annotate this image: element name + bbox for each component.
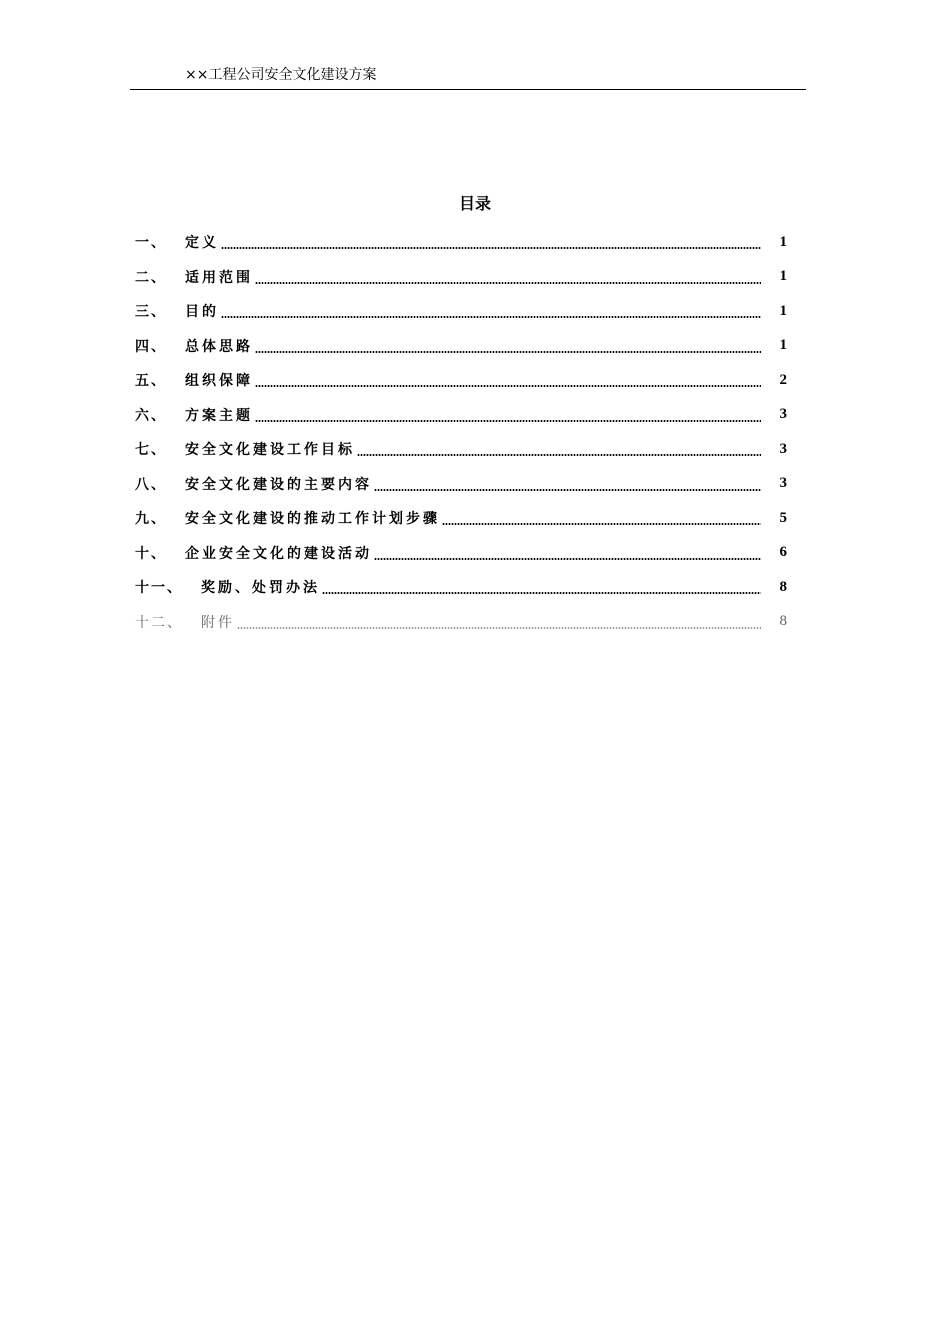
toc-entry-number: 二、 (135, 269, 167, 286)
toc-entry-number: 十一、 (135, 580, 183, 597)
toc-entry-page: 2 (779, 371, 787, 388)
toc-entry[interactable] (135, 398, 787, 433)
toc-leader-dots (357, 454, 761, 456)
toc-entry[interactable] (135, 294, 787, 329)
toc-entry-label: 安全文化建设的推动工作计划步骤 (185, 511, 440, 528)
toc-leader-dots (255, 420, 761, 422)
toc-leader-dots (374, 558, 761, 560)
toc-entry[interactable] (135, 536, 787, 571)
toc-entry[interactable] (135, 363, 787, 398)
toc-entry-label: 附件 (201, 614, 235, 631)
toc-entry[interactable] (135, 570, 787, 605)
toc-entry-label: 奖励、处罚办法 (201, 580, 320, 597)
toc-entry-label: 总体思路 (185, 338, 253, 355)
toc-entry[interactable] (135, 329, 787, 364)
toc-entry-page: 8 (779, 578, 787, 595)
toc-entry-number: 十、 (135, 545, 167, 562)
toc-entry[interactable] (135, 605, 787, 640)
toc-entry-number: 一、 (135, 235, 167, 252)
toc-entry-number: 七、 (135, 442, 167, 459)
toc-entry-label: 目的 (185, 304, 219, 321)
toc-entry-page: 1 (779, 268, 787, 285)
document-header-title: ××工程公司安全文化建设方案 (185, 67, 377, 83)
toc-entry[interactable] (135, 225, 787, 260)
toc-entry[interactable] (135, 501, 787, 536)
toc-leader-dots (442, 523, 761, 525)
toc-entry-label: 企业安全文化的建设活动 (185, 545, 372, 562)
toc-entry-page: 1 (779, 233, 787, 250)
toc-leader-dots (221, 316, 761, 318)
toc-entry-page: 6 (779, 544, 787, 561)
toc-entry-page: 1 (779, 337, 787, 354)
toc-entry-number: 八、 (135, 476, 167, 493)
toc-entry[interactable] (135, 432, 787, 467)
toc-leader-dots (221, 247, 761, 249)
toc-entry-page: 3 (779, 475, 787, 492)
toc-entry-number: 十二、 (135, 614, 183, 631)
toc-leader-dots (237, 627, 761, 629)
toc-entry-page: 1 (779, 302, 787, 319)
toc-entry-label: 组织保障 (185, 373, 253, 390)
toc-entry-label: 方案主题 (185, 407, 253, 424)
toc-entry-number: 四、 (135, 338, 167, 355)
toc-entry[interactable] (135, 260, 787, 295)
toc-leader-dots (255, 282, 761, 284)
toc-entry-label: 适用范围 (185, 269, 253, 286)
toc-entry[interactable] (135, 467, 787, 502)
header-divider (130, 89, 806, 90)
toc-entry-page: 8 (779, 613, 787, 630)
toc-entry-page: 5 (779, 509, 787, 526)
toc-title: 目录 (458, 194, 491, 213)
toc-entry-label: 定义 (185, 235, 219, 252)
toc-entry-label: 安全文化建设的主要内容 (185, 476, 372, 493)
table-of-contents (135, 225, 787, 639)
toc-entry-page: 3 (779, 440, 787, 457)
toc-entry-page: 3 (779, 406, 787, 423)
toc-entry-number: 九、 (135, 511, 167, 528)
toc-leader-dots (255, 351, 761, 353)
toc-entry-number: 六、 (135, 407, 167, 424)
toc-leader-dots (255, 385, 761, 387)
toc-leader-dots (322, 592, 761, 594)
toc-entry-number: 五、 (135, 373, 167, 390)
toc-leader-dots (374, 489, 761, 491)
toc-entry-label: 安全文化建设工作目标 (185, 442, 355, 459)
toc-entry-number: 三、 (135, 304, 167, 321)
